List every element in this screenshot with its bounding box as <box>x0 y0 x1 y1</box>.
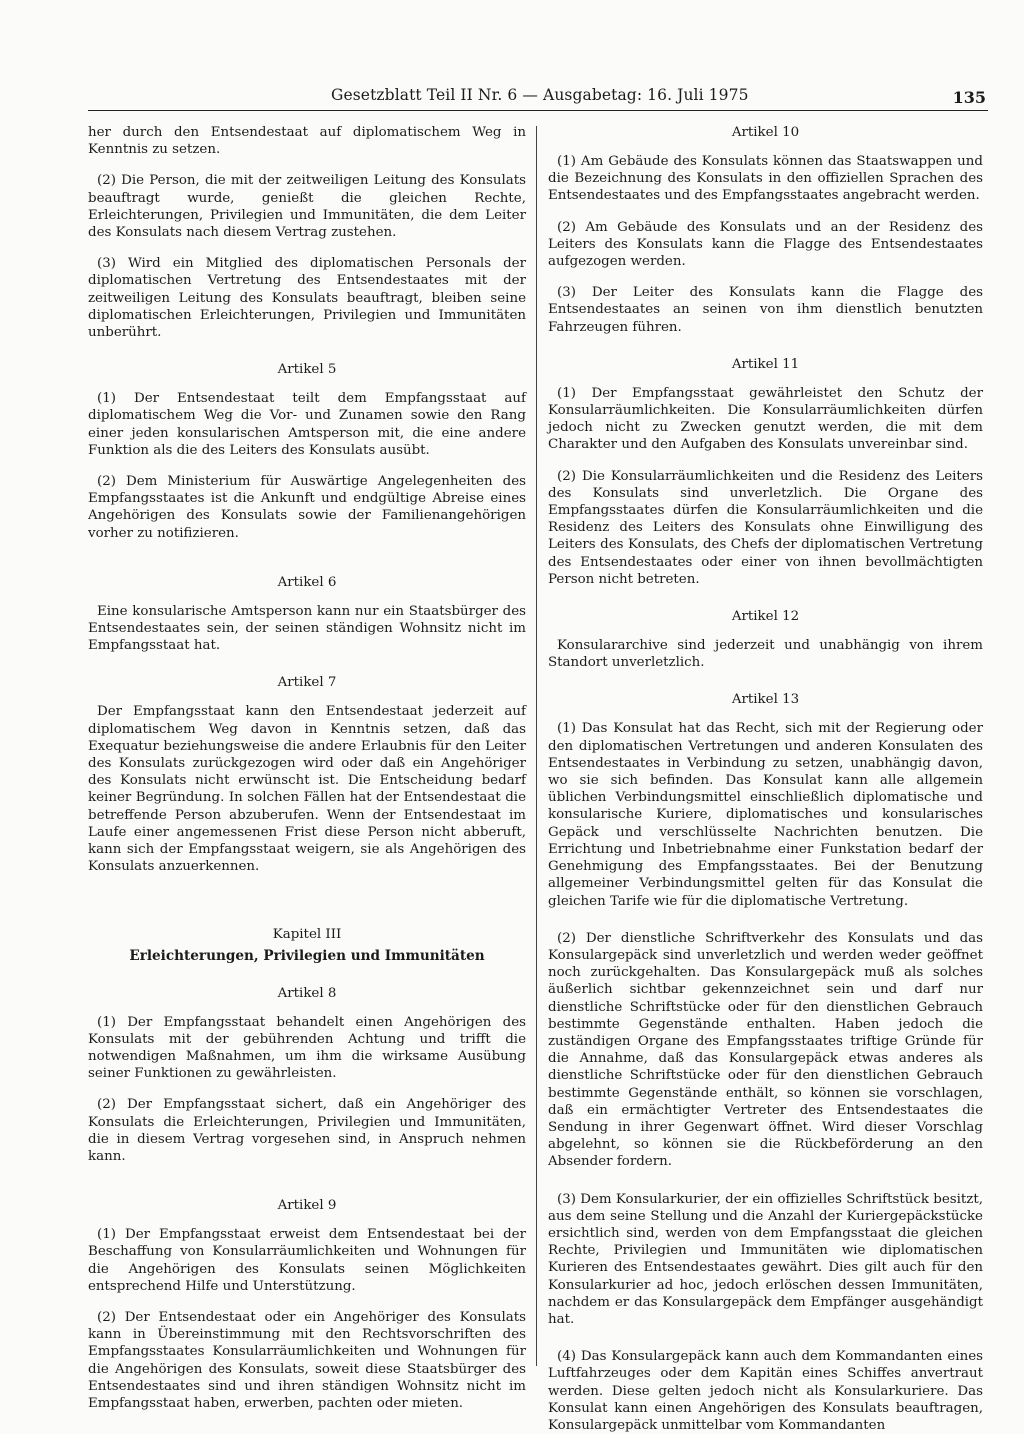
paragraph-art8-1: (1) Der Empfangsstaat behandelt einen Angehörigen des Konsulats mit der gebührenden Achtung und trifft die notwendigen Maßnahmen, um ihm die wirksame Ausübung seiner Funktionen zu gewährleisten. <box>88 1014 526 1082</box>
article-13-heading: Artikel 13 <box>731 692 800 708</box>
paragraph-art9-1: (1) Der Empfangsstaat erweist dem Entsendestaat bei der Beschaffung von Konsularräumlichkeiten und Wohnungen für die Angehörigen des Konsulats seinen Möglichkeiten entsprechend Hilfe und Unterstützung. <box>88 1227 526 1294</box>
paragraph-art6: Eine konsularische Amtsperson kann nur ein Staatsbürger des Entsendestaates sein, der seinen ständigen Wohnsitz nicht im Empfangsstaat hat. <box>88 603 526 654</box>
paragraph-art11-1: (1) Der Empfangsstaat gewährleistet den Schutz der Konsularräumlichkeiten. Die Konsularräumlichkeiten dürfen jedoch nicht zu Zwecken genutzt werden, die mit dem Charakter und den Aufgaben des Konsulats unvereinbar sind. <box>548 385 983 453</box>
paragraph-art13-2: (2) Der dienstliche Schriftverkehr des Konsulats und das Konsulargepäck sind unverletzlich und werden weder geöffnet noch zurückgehalten. Das Konsulargepäck muß als solches äußerlich sichtbar gekennzeichnet sein und darf nur dienstliche Schriftstücke oder für den dienstlichen Gebrauch bestimmte Gegenstände enthalten. Haben jedoch die zuständigen Organe des Empfangsstaates triftige Gründe für die Annahme, daß das Konsulargepäck etwas anderes als dienstliche Schriftstücke oder für den dienstlichen Gebrauch bestimmte Gegenstände enthält, so können sie vorschlagen, daß ein ermächtigter Vertreter des Entsendestaates die Sendung in ihrer Gegenwart öffnet. Wird dieser Vorschlag abgelehnt, so können sie die Rückbeförderung an den Absender fordern. <box>548 930 983 1170</box>
page-number: 135 <box>952 88 986 107</box>
paragraph-art13-4: (4) Das Konsulargepäck kann auch dem Kommandanten eines Luftfahrzeuges oder dem Kapitän eines Schiffes anvertraut werden. Diese gelten jedoch nicht als Konsularkuriere. Das Konsulat kann einen Angehörigen des Konsulats beauftragen, Konsulargepäck unmittelbar vom Kommandanten <box>548 1349 983 1433</box>
paragraph-art5-1: (1) Der Entsendestaat teilt dem Empfangsstaat auf diplomatischem Weg die Vor- und Zunamen sowie den Rang einer jeden konsularischen Amtsperson mit, die eine andere Funktion als die des Leiters des Konsulats ausübt. <box>88 391 526 458</box>
chapter-subtitle: Erleichterungen, Privilegien und Immunitäten <box>129 947 485 964</box>
paragraph-art5-2: (2) Dem Ministerium für Auswärtige Angelegenheiten des Empfangsstaates ist die Ankunft und endgültige Abreise eines Angehörigen des Konsulats sowie der Familienangehörigen vorher zu notifizieren. <box>88 474 526 541</box>
article-10-heading: Artikel 10 <box>731 125 800 140</box>
column-divider <box>536 126 537 1366</box>
paragraph-art10-3: (3) Der Leiter des Konsulats kann die Flagge des Entsendestaates an seinen von ihm dienstlich benutzten Fahrzeugen führen. <box>548 285 983 335</box>
article-11-heading: Artikel 11 <box>731 356 800 372</box>
article-6-heading: Artikel 6 <box>277 574 337 590</box>
right-column <box>548 124 983 1434</box>
paragraph-art4-2: (2) Die Person, die mit der zeitweiligen Leitung des Konsulats beauftragt wurde, genießt die gleichen Rechte, Erleichterungen, Privilegien und Immunitäten, die dem Leiter des Konsulats nach diesem Vertrag zustehen. <box>88 173 526 241</box>
page-header <box>88 86 988 111</box>
article-8-heading: Artikel 8 <box>277 985 337 1001</box>
article-7-heading: Artikel 7 <box>277 675 337 691</box>
paragraph-art13-1: (1) Das Konsulat hat das Recht, sich mit der Regierung oder den diplomatischen Vertretungen und anderen Konsulaten des Entsendestaates in Verbindung zu setzen, unabhängig davon, wo sie sich befinden. Das Konsulat kann alle allgemein üblichen Verbindungsmittel einschließlich diplomatische und konsularische Kuriere, diplomatisches und konsularisches Gepäck und verschlüsselte Nachrichten benutzen. Die Errichtung und Inbetriebnahme einer Funkstation bedarf der Genehmigung des Empfangsstaates. Bei der Benutzung allgemeiner Verbindungsmittel gelten für das Konsulat die gleichen Tarife wie für die diplomatische Vertretung. <box>548 721 983 909</box>
article-12-heading: Artikel 12 <box>731 609 800 625</box>
left-column <box>88 124 526 1412</box>
paragraph-continued: her durch den Entsendestaat auf diplomatischem Weg in Kenntnis zu setzen. <box>88 125 526 158</box>
article-5-heading: Artikel 5 <box>277 362 337 378</box>
chapter-heading: Kapitel III <box>272 926 342 942</box>
paragraph-art10-2: (2) Am Gebäude des Konsulats und an der Residenz des Leiters des Konsulats kann die Flagge des Entsendestaates aufgezogen werden. <box>548 219 983 270</box>
paragraph-art4-3: (3) Wird ein Mitglied des diplomatischen Personals der diplomatischen Vertretung des Entsendestaates mit der zeitweiligen Leitung des Konsulats beauftragt, bleiben seine diplomatischen Erleichterungen, Privilegien und Immunitäten unberührt. <box>88 256 526 341</box>
paragraph-art10-1: (1) Am Gebäude des Konsulats können das Staatswappen und die Bezeichnung des Konsulats in den offiziellen Sprachen des Entsendestaates und des Empfangsstaates angebracht werden. <box>548 154 983 204</box>
article-9-heading: Artikel 9 <box>277 1198 337 1214</box>
paragraph-art7: Der Empfangsstaat kann den Entsendestaat jederzeit auf diplomatischem Weg davon in Kenntnis setzen, daß das Exequatur beziehungsweise die andere Erlaubnis für den Leiter des Konsulats zurückgezogen wird oder daß ein Angehöriger des Konsulats nicht erwünscht ist. Die Entscheidung bedarf keiner Begründung. In solchen Fällen hat der Entsendestaat die betreffende Person abzuberufen. Wenn der Entsendestaat im Laufe einer angemessenen Frist diese Person nicht abberuft, kann sich der Empfangsstaat weigern, sie als Angehörigen des Konsulats anzuerkennen. <box>88 704 526 875</box>
paragraph-art11-2: (2) Die Konsularräumlichkeiten und die Residenz des Leiters des Konsulats sind unverletzlich. Die Organe des Empfangsstaates dürfen die Konsularräumlichkeiten und die Residenz des Leiters des Konsulats ohne Einwilligung des Leiters des Konsulats, des Chefs der diplomatischen Vertretung des Entsendestaates oder einer von ihnen bevollmächtigten Person nicht betreten. <box>548 468 983 587</box>
running-head: Gesetzblatt Teil II Nr. 6 — Ausgabetag: 16. Juli 1975 <box>331 86 749 104</box>
paragraph-art8-2: (2) Der Empfangsstaat sichert, daß ein Angehöriger des Konsulats die Erleichterungen, Privilegien und Immunitäten, die in diesem Vertrag vorgesehen sind, in Anspruch nehmen kann. <box>88 1097 526 1164</box>
paragraph-art9-2: (2) Der Entsendestaat oder ein Angehöriger des Konsulats kann in Übereinstimmung mit den Rechtsvorschriften des Empfangsstaates Konsularräumlichkeiten und Wohnungen für die Angehörigen des Konsulats, soweit diese Staatsbürger des Entsendestaates sind und ihren ständigen Wohnsitz nicht im Empfangsstaat haben, erwerben, pachten oder mieten. <box>88 1309 526 1411</box>
paragraph-art12: Konsulararchive sind jederzeit und unabhängig von ihrem Standort unverletzlich. <box>548 638 983 671</box>
paragraph-art13-3: (3) Dem Konsularkurier, der ein offizielles Schriftstück besitzt, aus dem seine Stellung und die Anzahl der Kuriergepäckstücke ersichtlich sind, werden von dem Empfangsstaat die gleichen Rechte, Privilegien und Immunitäten wie diplomatischen Kurieren des Entsendestaates gewährt. Dies gilt auch für den Konsularkurier ad hoc, jedoch erlöschen dessen Immunitäten, nachdem er das Konsulargepäck dem Empfänger ausgehändigt hat. <box>548 1191 983 1327</box>
